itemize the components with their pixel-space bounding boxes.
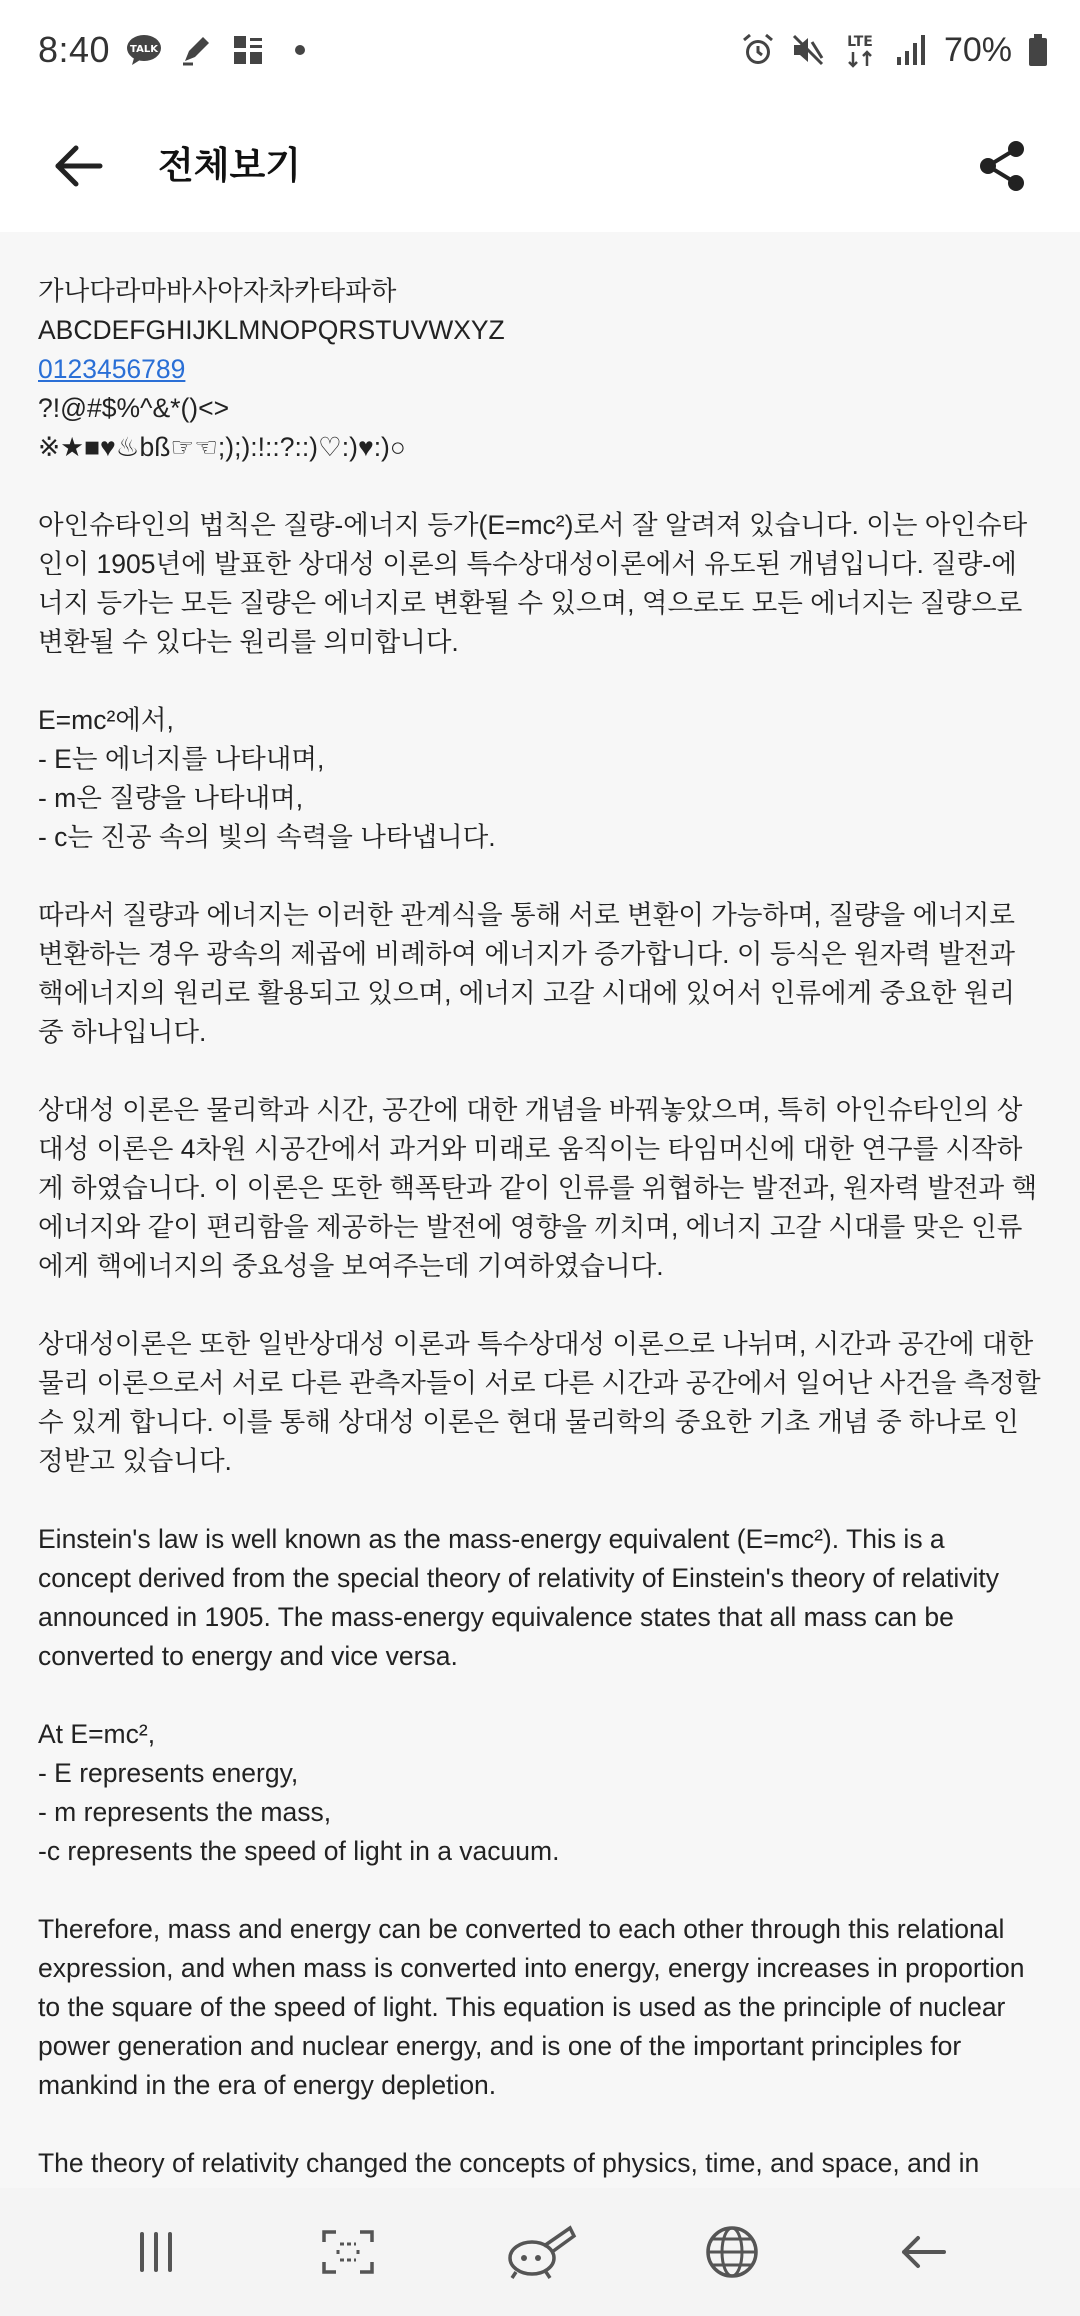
- content-paragraph: [38, 701, 1042, 857]
- nav-back-button[interactable]: [869, 2204, 979, 2300]
- content-paragraph: [38, 1520, 1042, 1676]
- arrow-left-icon: [52, 144, 104, 188]
- sample-punctuation: ?!@#$%^&*()<>: [38, 393, 230, 423]
- sample-symbols: ※★■♥♨bß☞☜;);):!::?::)♡:)♥:)○: [38, 432, 406, 462]
- status-time: 8:40: [38, 29, 111, 70]
- status-bar: [0, 0, 1080, 100]
- back-icon: [900, 2234, 948, 2270]
- paragraph-line: - m은 질량을 나타내며,: [38, 783, 304, 813]
- signal-icon: [894, 32, 930, 68]
- alarm-icon: [740, 32, 776, 68]
- recent-apps-button[interactable]: [101, 2204, 211, 2300]
- text-viewer[interactable]: [0, 232, 1080, 2188]
- character-icon: [502, 2224, 578, 2280]
- browser-button[interactable]: [677, 2204, 787, 2300]
- paragraph-text: The theory of relativity changed the concepts of physics, time, and space, and in: [38, 2148, 980, 2178]
- pen-icon: [178, 32, 214, 68]
- browser-globe-icon: [705, 2225, 759, 2279]
- paragraph-line: At E=mc²,: [38, 1719, 156, 1749]
- status-right: [740, 24, 1050, 76]
- paragraph-text: Therefore, mass and energy can be converted to each other through this relational expression, and when mass is converted into energy, energy increases in proportion to the square of the speed of light. This equation is used as the principle of nuclear power generation and nuclear energy, and is one of the important principles for mankind in the era of energy depletion.: [38, 1914, 1025, 2100]
- paragraph-line: - E는 에너지를 나타내며,: [38, 744, 325, 774]
- share-icon: [978, 140, 1026, 192]
- paragraph-text: 상대성이론은 또한 일반상대성 이론과 특수상대성 이론으로 나뉘며, 시간과 공간에 대한 물리 이론으로서 서로 다른 관측자들이 서로 다른 시간과 공간에서 일어난 사건을 측정할 수 있게 합니다. 이를 통해 상대성 이론은 현대 물리학의 중요한 기초 개념 중 하나로 인정받고 있습니다.: [38, 1329, 1041, 1476]
- content-paragraph: [38, 1325, 1042, 1481]
- text-content: [0, 232, 1080, 2261]
- sample-hangul: 가나다라마바사아자차카타파하: [38, 276, 397, 306]
- content-paragraph: [38, 506, 1042, 662]
- paragraph-text: Einstein's law is well known as the mass-energy equivalent (E=mc²). This is a concept derived from the special theory of relativity of Einstein's theory of relativity announced in 1905. The mass-energy equivalence states that all mass can be converted to energy and vice versa.: [38, 1524, 999, 1671]
- widgets-icon: [230, 32, 266, 68]
- dot-icon: [282, 32, 318, 68]
- font-sample-block: [38, 272, 1042, 467]
- paragraph-line: - m represents the mass,: [38, 1797, 332, 1827]
- paragraph-list: [38, 506, 1042, 2261]
- mute-icon: [790, 32, 826, 68]
- content-paragraph: [38, 1091, 1042, 1286]
- lte-icon: [840, 32, 880, 68]
- paragraph-text: 아인슈타인의 법칙은 질량-에너지 등가(E=mc²)로서 잘 알려져 있습니다. 이는 아인슈타인이 1905년에 발표한 상대성 이론의 특수상대성이론에서 유도된 개념입니다. 질량-에너지 등가는 모든 질량은 에너지로 변환될 수 있으며, 역으로도 모든 에너지는 질량으로 변환될 수 있다는 원리를 의미합니다.: [38, 510, 1028, 657]
- paragraph-line: E=mc²에서,: [38, 705, 174, 735]
- battery-icon: [1026, 32, 1050, 68]
- character-button[interactable]: [485, 2204, 595, 2300]
- capture-button[interactable]: [293, 2204, 403, 2300]
- svg-text:TALK: TALK: [130, 44, 159, 55]
- paragraph-line: - E represents energy,: [38, 1758, 299, 1788]
- app-bar: [0, 100, 1080, 232]
- back-button[interactable]: [40, 128, 116, 204]
- paragraph-text: 상대성 이론은 물리학과 시간, 공간에 대한 개념을 바꿔놓았으며, 특히 아인슈타인의 상대성 이론은 4차원 시공간에서 과거와 미래로 움직이는 타임머신에 대한 연구를 시작하게 하였습니다. 이 이론은 또한 핵폭탄과 같이 인류를 위협하는 발전과, 원자력 발전과 핵에너지와 같이 편리함을 제공하는 발전에 영향을 끼치며, 에너지 고갈 시대를 맞은 인류에게 핵에너지의 중요성을 보여주는데 기여하였습니다.: [38, 1095, 1038, 1281]
- recent-apps-icon: [134, 2230, 178, 2274]
- kakaotalk-icon: [126, 32, 162, 68]
- sample-digits-link[interactable]: 0123456789: [38, 354, 186, 384]
- content-paragraph: [38, 1715, 1042, 1871]
- content-paragraph: [38, 1910, 1042, 2105]
- battery-percent: 70%: [943, 30, 1012, 69]
- paragraph-line: -c represents the speed of light in a vacuum.: [38, 1836, 560, 1866]
- share-button[interactable]: [964, 128, 1040, 204]
- capture-icon: [320, 2228, 376, 2276]
- lte-text: LTE: [847, 34, 873, 50]
- content-paragraph: [38, 896, 1042, 1052]
- page-title: 전체보기: [158, 145, 301, 186]
- paragraph-line: - c는 진공 속의 빛의 속력을 나타냅니다.: [38, 822, 496, 852]
- paragraph-text: 따라서 질량과 에너지는 이러한 관계식을 통해 서로 변환이 가능하며, 질량을 에너지로 변환하는 경우 광속의 제곱에 비례하여 에너지가 증가합니다. 이 등식은 원자력 발전과 핵에너지의 원리로 활용되고 있으며, 에너지 고갈 시대에 있어서 인류에게 중요한 원리 중 하나입니다.: [38, 900, 1015, 1047]
- navigation-bar: [0, 2188, 1080, 2316]
- status-left: [38, 24, 318, 76]
- sample-alphabet: ABCDEFGHIJKLMNOPQRSTUVWXYZ: [38, 315, 505, 345]
